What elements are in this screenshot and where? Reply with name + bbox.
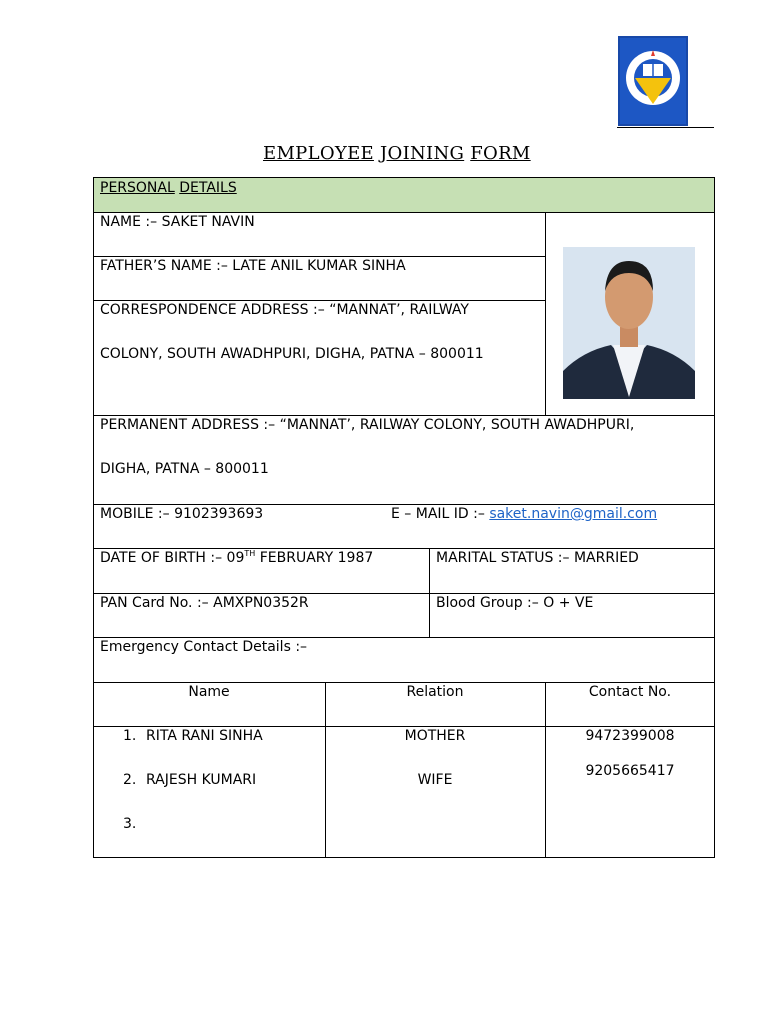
header-contact: Contact No.	[588, 684, 672, 700]
header-name: Name	[188, 684, 230, 700]
email-link[interactable]: saket.navin@gmail.com	[489, 506, 658, 522]
contact-row-3-number: 3.	[123, 816, 137, 832]
contact-row-1-relation: MOTHER	[404, 728, 466, 744]
section-title: PERSONAL DETAILS	[100, 180, 237, 196]
rule	[429, 548, 430, 638]
border-top	[93, 177, 715, 178]
rule	[325, 682, 326, 858]
border-bottom	[93, 857, 715, 858]
mobile-field: MOBILE :– 9102393693	[100, 506, 264, 522]
border-right	[714, 177, 715, 858]
correspondence-address-line1: CORRESPONDENCE ADDRESS :– “MANNAT’, RAILWAY	[100, 302, 469, 318]
contact-row-1-number: 1.	[123, 728, 137, 744]
contact-row-1-phone: 9472399008	[585, 728, 675, 744]
contact-row-2-number: 2.	[123, 772, 137, 788]
company-logo	[618, 36, 688, 126]
photo-column-rule	[545, 212, 546, 416]
contact-row-2-name: RAJESH KUMARI	[146, 772, 257, 788]
border-left	[93, 177, 94, 858]
header-relation: Relation	[406, 684, 464, 700]
correspondence-address-line2: COLONY, SOUTH AWADHPURI, DIGHA, PATNA – 800011	[100, 346, 484, 362]
emergency-contact-label: Emergency Contact Details :–	[100, 639, 308, 655]
personal-details-table	[93, 177, 715, 858]
permanent-address-line1: PERMANENT ADDRESS :– “MANNAT’, RAILWAY COLONY, SOUTH AWADHPURI,	[100, 417, 635, 433]
pan-card-field: PAN Card No. :– AMXPN0352R	[100, 595, 309, 611]
permanent-address-line2: DIGHA, PATNA – 800011	[100, 461, 269, 477]
form-title: EMPLOYEE JOINING FORM	[263, 143, 531, 164]
employee-photo	[563, 247, 695, 399]
marital-status-field: MARITAL STATUS :– MARRIED	[436, 550, 639, 566]
contact-row-2-phone: 9205665417	[585, 763, 675, 779]
email-field: E – MAIL ID :– saket.navin@gmail.com	[391, 506, 658, 522]
date-of-birth-field: DATE OF BIRTH :– 09TH FEBRUARY 1987	[100, 549, 374, 566]
logo-divider	[617, 127, 714, 128]
name-field: NAME :– SAKET NAVIN	[100, 214, 255, 230]
contact-row-2-relation: WIFE	[417, 772, 453, 788]
blood-group-field: Blood Group :– O + VE	[436, 595, 594, 611]
contact-row-1-name: RITA RANI SINHA	[146, 728, 263, 744]
father-name-field: FATHER’S NAME :– LATE ANIL KUMAR SINHA	[100, 258, 406, 274]
